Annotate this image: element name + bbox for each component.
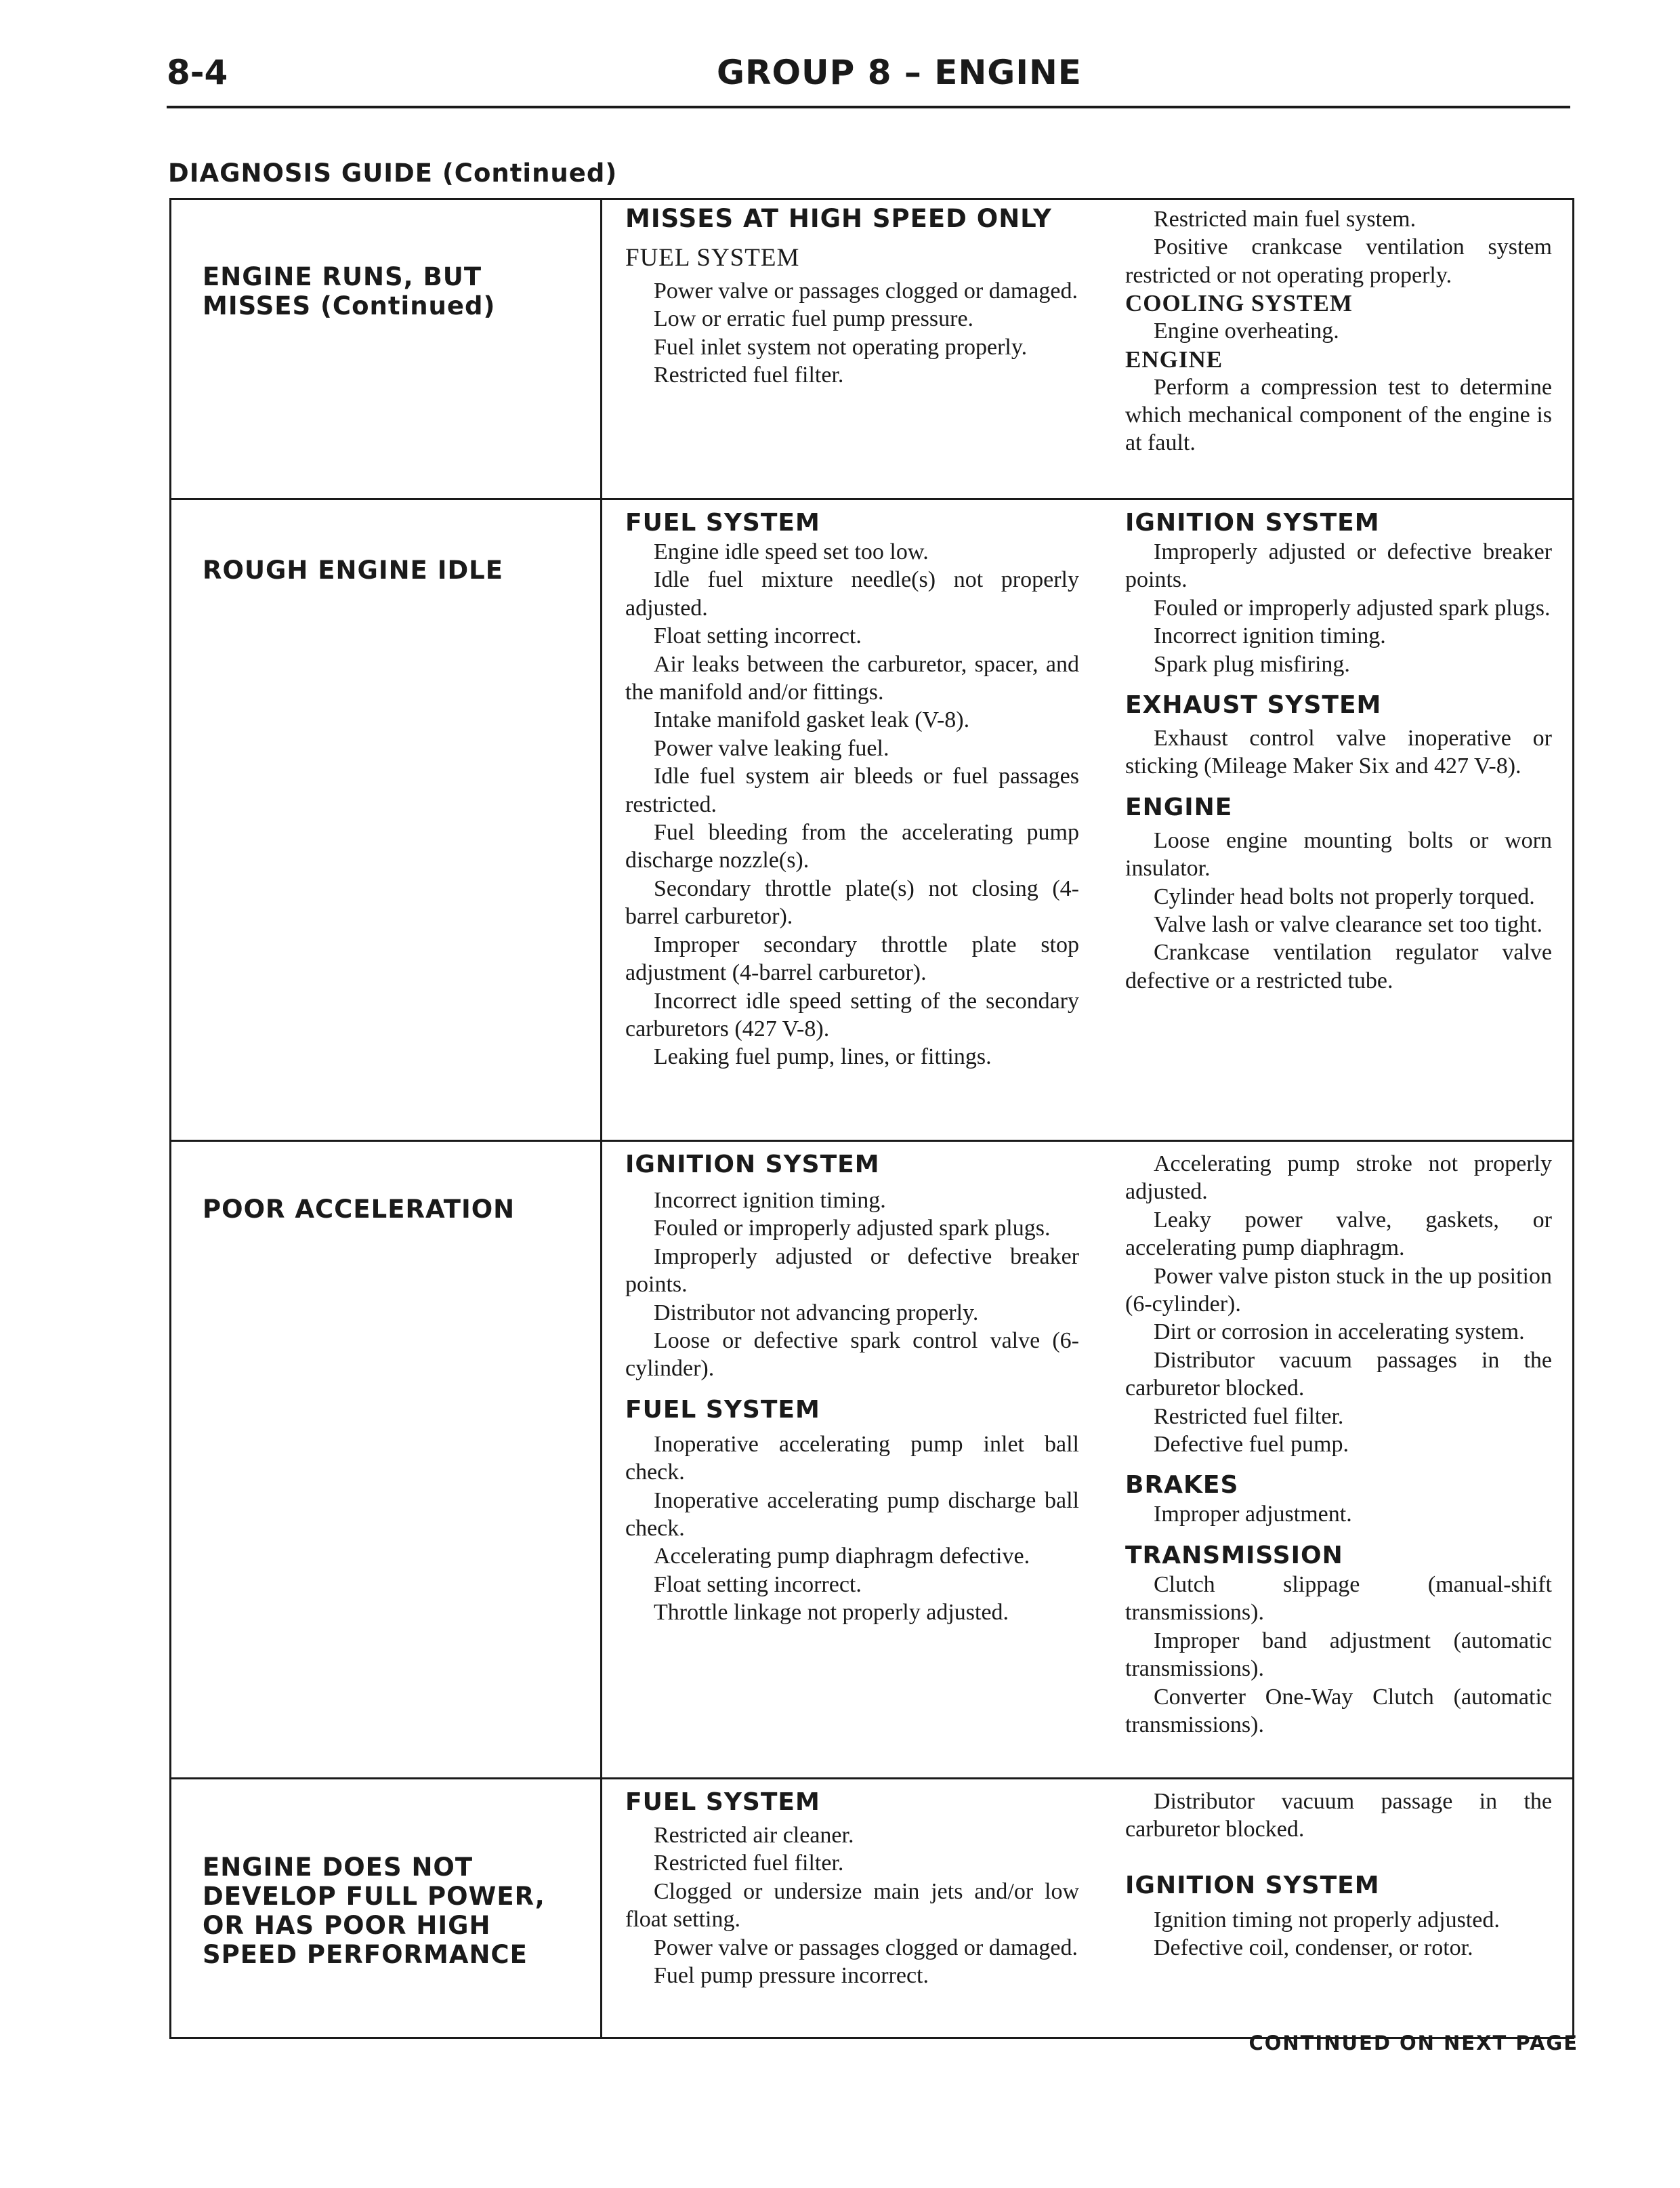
condition-line: POOR ACCELERATION [203, 1195, 516, 1224]
cause-item: Perform a compression test to determine which mechanical component of the engine is at fault. [1125, 374, 1552, 456]
condition-cell [171, 200, 602, 498]
continued-note: CONTINUED ON NEXT PAGE [1248, 2031, 1578, 2055]
section-heading: BRAKES [1125, 1471, 1239, 1500]
section-heading: IGNITION SYSTEM [1125, 509, 1380, 537]
section-heading: COOLING SYSTEM [1125, 290, 1353, 317]
cause-item: Converter One-Way Clutch (automatic transmissions). [1125, 1684, 1552, 1737]
table-row [171, 200, 1572, 498]
cause-item: Valve lash or valve clearance set too tight. [1154, 912, 1542, 938]
diagnosis-table [169, 198, 1574, 2039]
cause-item: Distributor vacuum passage in the carburetor blocked. [1125, 1789, 1552, 1842]
cause-item: Fuel inlet system not operating properly. [654, 334, 1028, 360]
cause-item: Cylinder head bolts not properly torqued. [1154, 884, 1535, 909]
cause-item: Fouled or improperly adjusted spark plugs. [1154, 595, 1551, 621]
cause-item: Improper adjustment. [1154, 1502, 1352, 1527]
cause-item: Improperly adjusted or defective breaker points. [1125, 539, 1552, 593]
causes-column-right [1106, 200, 1572, 498]
cause-item: Intake manifold gasket leak (V-8). [654, 707, 970, 733]
cause-item: Fouled or improperly adjusted spark plugs. [654, 1216, 1051, 1241]
cause-item: Crankcase ventilation regulator valve defective or a restricted tube. [1125, 940, 1552, 993]
cause-item: Inoperative accelerating pump inlet ball check. [625, 1431, 1079, 1485]
cause-item: Leaking fuel pump, lines, or fittings. [654, 1044, 992, 1070]
condition-cell [171, 1779, 602, 2037]
cause-item: Defective fuel pump. [1154, 1432, 1349, 1458]
section-heading: FUEL SYSTEM [625, 1395, 820, 1424]
causes-column-right [1106, 1779, 1572, 2037]
causes-column-right [1106, 1142, 1572, 1777]
cause-item: Restricted fuel filter. [654, 1851, 844, 1876]
condition-cell [171, 500, 602, 1140]
cause-item: Loose or defective spark control valve (6-cylinder). [625, 1328, 1079, 1382]
causes-column-left [602, 200, 1106, 498]
cause-item: Restricted fuel filter. [654, 363, 844, 388]
guide-title: DIAGNOSIS GUIDE (Continued) [168, 159, 618, 188]
cause-item: Power valve leaking fuel. [654, 735, 889, 761]
cause-item: Exhaust control valve inoperative or sticking (Mileage Maker Six and 427 V-8). [1125, 726, 1552, 779]
condition-line: ENGINE DOES NOT [203, 1853, 474, 1882]
cause-item: Low or erratic fuel pump pressure. [654, 306, 974, 332]
causes-column-left [602, 500, 1106, 1140]
condition-line: OR HAS POOR HIGH [203, 1911, 491, 1940]
cause-item: Defective coil, condenser, or rotor. [1154, 1935, 1473, 1961]
cause-item: Inoperative accelerating pump discharge ball check. [625, 1487, 1079, 1542]
page-number: 8-4 [167, 53, 228, 92]
section-heading: FUEL SYSTEM [625, 509, 820, 537]
condition-line: SPEED PERFORMANCE [203, 1940, 528, 1969]
cause-item: Improper band adjustment (automatic transmissions). [1125, 1628, 1552, 1682]
cause-item: Restricted fuel filter. [1154, 1403, 1344, 1429]
cause-item: Fuel bleeding from the accelerating pump discharge nozzle(s). [625, 820, 1079, 873]
causes-column-left [602, 1142, 1106, 1777]
cause-item: Engine overheating. [1154, 318, 1339, 344]
condition-line: ROUGH ENGINE IDLE [203, 556, 504, 585]
section-heading: FUEL SYSTEM [625, 1788, 820, 1816]
cause-item: Loose engine mounting bolts or worn insulator. [1125, 827, 1552, 882]
header-divider [167, 106, 1570, 108]
causes-column-left [602, 1779, 1106, 2037]
cause-item: Accelerating pump diaphragm defective. [654, 1544, 1030, 1569]
cause-item: Restricted air cleaner. [654, 1823, 854, 1848]
causes-column-right [1106, 500, 1572, 1140]
table-row [171, 498, 1572, 1140]
section-heading: IGNITION SYSTEM [625, 1151, 880, 1178]
section-heading: ENGINE [1125, 346, 1223, 373]
cause-item: Ignition timing not properly adjusted. [1154, 1907, 1500, 1933]
cause-item: Incorrect ignition timing. [1154, 623, 1386, 649]
condition-line: MISSES (Continued) [203, 291, 496, 321]
cause-item: Distributor not advancing properly. [654, 1300, 979, 1325]
cause-item: Improper secondary throttle plate stop adjustment (4-barrel carburetor). [625, 932, 1079, 986]
cause-item: Float setting incorrect. [654, 623, 862, 649]
table-row [171, 1140, 1572, 1777]
cause-item: Secondary throttle plate(s) not closing (4-barrel carburetor). [625, 875, 1079, 930]
cause-item: Power valve or passages clogged or damaged. [654, 1935, 1078, 1960]
condition-cell [171, 1142, 602, 1777]
condition-line: DEVELOP FULL POWER, [203, 1882, 545, 1911]
section-heading: FUEL SYSTEM [625, 244, 800, 272]
page-title: GROUP 8 – ENGINE [717, 53, 1082, 92]
cause-item: Clogged or undersize main jets and/or low float setting. [625, 1878, 1079, 1933]
cause-item: Fuel pump pressure incorrect. [654, 1963, 929, 1989]
cause-item: Improperly adjusted or defective breaker points. [625, 1243, 1079, 1298]
cause-item: Throttle linkage not properly adjusted. [654, 1600, 1009, 1626]
cause-item: Positive crankcase ventilation system restricted or not operating properly. [1125, 234, 1552, 288]
cause-item: Engine idle speed set too low. [654, 539, 929, 564]
subtitle: MISSES AT HIGH SPEED ONLY [625, 204, 1052, 233]
cause-item: Power valve piston stuck in the up position (6-cylinder). [1125, 1263, 1552, 1317]
cause-item: Idle fuel mixture needle(s) not properly adjusted. [625, 567, 1079, 621]
cause-item: Power valve or passages clogged or damaged. [654, 278, 1078, 304]
section-heading: ENGINE [1125, 793, 1233, 821]
cause-item: Spark plug misfiring. [1154, 651, 1350, 677]
cause-item: Incorrect ignition timing. [654, 1188, 886, 1213]
cause-item: Restricted main fuel system. [1154, 207, 1416, 232]
cause-item: Incorrect idle speed setting of the secondary carburetors (427 V-8). [625, 988, 1079, 1041]
section-heading: EXHAUST SYSTEM [1125, 691, 1382, 720]
cause-item: Air leaks between the carburetor, spacer, and the manifold and/or fittings. [625, 651, 1079, 705]
cause-item: Accelerating pump stroke not properly adjusted. [1125, 1151, 1552, 1205]
cause-item: Clutch slippage (manual-shift transmissions). [1125, 1571, 1552, 1626]
table-row [171, 1777, 1572, 2037]
section-heading: IGNITION SYSTEM [1125, 1871, 1380, 1899]
cause-item: Distributor vacuum passages in the carburetor blocked. [1125, 1347, 1552, 1401]
cause-item: Idle fuel system air bleeds or fuel passages restricted. [625, 764, 1079, 817]
section-heading: TRANSMISSION [1125, 1541, 1343, 1569]
cause-item: Leaky power valve, gaskets, or accelerating pump diaphragm. [1125, 1207, 1552, 1261]
cause-item: Float setting incorrect. [654, 1571, 862, 1597]
cause-item: Dirt or corrosion in accelerating system. [1154, 1319, 1525, 1345]
condition-line: ENGINE RUNS, BUT [203, 262, 482, 291]
